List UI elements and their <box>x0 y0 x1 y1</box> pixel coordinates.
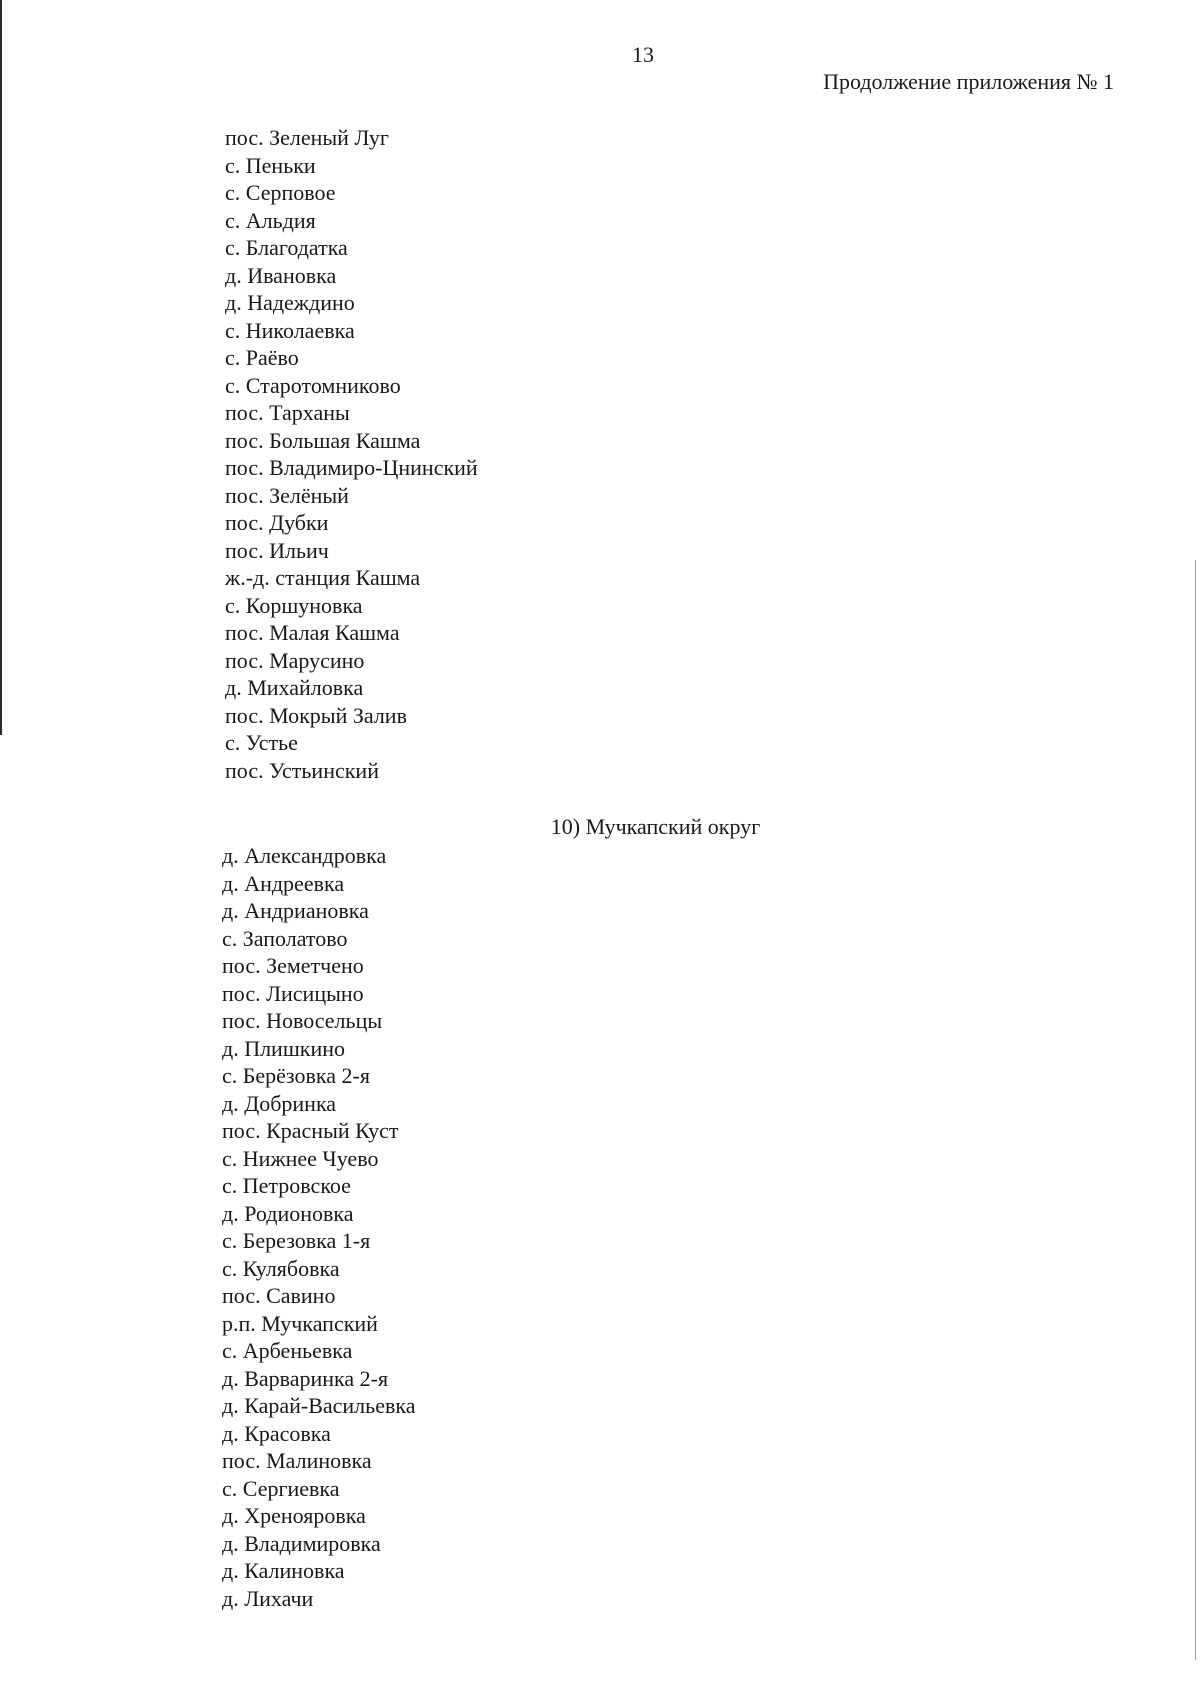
list-item: д. Добринка <box>222 1090 337 1116</box>
list-item: пос. Зелёный <box>225 482 349 508</box>
list-item: ж.-д. станция Кашма <box>225 565 421 590</box>
list-item: с. Арбеньевка <box>222 1338 353 1363</box>
list-item: пос. Тарханы <box>225 400 350 425</box>
list-item: с. Старотомниково <box>225 372 401 398</box>
list-item: пос. Новосельцы <box>222 1008 383 1033</box>
list-item: д. Андриановка <box>222 898 369 923</box>
list-item: пос. Земетчено <box>222 953 364 978</box>
list-item: д. Михайловка <box>225 675 364 700</box>
list-item: с. Альдия <box>225 207 316 233</box>
list-item: пос. Большая Кашма <box>225 427 421 453</box>
list-item: пос. Зеленый Луг <box>225 125 389 150</box>
list-item: с. Раёво <box>225 345 299 370</box>
settlement-list-muchkapsky <box>222 842 415 1612</box>
settlement-list-continued <box>225 124 478 784</box>
list-item: д. Андреевка <box>222 870 345 896</box>
list-item: р.п. Мучкапский <box>222 1310 378 1336</box>
list-item: д. Родионовка <box>222 1200 354 1226</box>
list-item: пос. Устьинский <box>225 757 379 783</box>
list-item: пос. Малиновка <box>222 1448 372 1473</box>
list-item: с. Заполатово <box>222 925 348 951</box>
list-item: д. Александровка <box>222 843 387 868</box>
section-heading-muchkapsky: 10) Мучкапский округ <box>550 814 761 839</box>
list-item: с. Берёзовка 2-я <box>222 1063 370 1088</box>
list-item: с. Благодатка <box>225 235 348 260</box>
list-item: д. Калиновка <box>222 1558 345 1583</box>
list-item: с. Устье <box>225 730 298 755</box>
list-item: пос. Малая Кашма <box>225 620 400 645</box>
list-item: с. Нижнее Чуево <box>222 1145 379 1171</box>
list-item: д. Варваринка 2-я <box>222 1365 389 1391</box>
list-item: д. Красовка <box>222 1420 331 1446</box>
list-item: с. Николаевка <box>225 317 355 343</box>
list-item: д. Карай-Васильевка <box>222 1393 416 1418</box>
list-item: с. Кулябовка <box>222 1255 340 1281</box>
scan-edge-right <box>1195 560 1196 1660</box>
list-item: пос. Савино <box>222 1283 336 1308</box>
list-item: пос. Лисицыно <box>222 980 364 1006</box>
list-item: д. Лихачи <box>222 1585 314 1611</box>
scan-edge-left <box>0 0 2 735</box>
list-item: с. Петровское <box>222 1173 351 1198</box>
list-item: пос. Красный Куст <box>222 1118 399 1143</box>
page-number: 13 <box>632 42 654 67</box>
list-item: с. Сергиевка <box>222 1475 340 1501</box>
appendix-header: Продолжение приложения № 1 <box>823 69 1114 94</box>
list-item: пос. Мокрый Залив <box>225 702 407 728</box>
list-item: пос. Дубки <box>225 510 329 535</box>
list-item: с. Пеньки <box>225 152 316 178</box>
list-item: с. Березовка 1-я <box>222 1228 371 1253</box>
list-item: д. Ивановка <box>225 262 337 288</box>
list-item: с. Коршуновка <box>225 592 363 618</box>
list-item: пос. Ильич <box>225 537 329 563</box>
list-item: д. Владимировка <box>222 1530 381 1556</box>
list-item: д. Надеждино <box>225 290 355 315</box>
list-item: пос. Марусино <box>225 647 365 673</box>
list-item: д. Плишкино <box>222 1035 346 1061</box>
list-item: д. Хренояровка <box>222 1503 366 1528</box>
list-item: пос. Владимиро-Цнинский <box>225 455 478 480</box>
list-item: с. Серповое <box>225 180 336 205</box>
